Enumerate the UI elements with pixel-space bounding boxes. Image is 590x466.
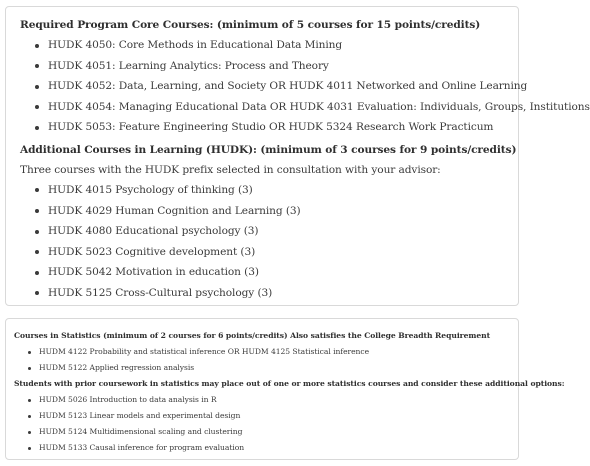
list-item: HUDM 5133 Causal inference for program evaluation [14,440,518,456]
bullet-icon [28,351,31,354]
bullet-icon [28,399,31,402]
statistics-heading: Courses in Statistics (minimum of 2 courses for 6 points/credits) Also satisfies the College Breadth Requirement [14,331,491,340]
bullet-icon [35,85,39,89]
list-item: HUDK 4051: Learning Analytics: Process and Theory [20,56,518,77]
statistics-courses-card [5,318,565,460]
bullet-icon [35,64,39,68]
list-item: HUDK 4050: Core Methods in Educational Data Mining [20,35,518,56]
core-courses-heading: Required Program Core Courses: (minimum of 5 courses for 15 points/credits) [20,19,481,31]
list-item: HUDM 5122 Applied regression analysis [14,360,518,376]
statistics-courses-list [14,344,518,376]
bullet-icon [35,105,39,109]
list-item: HUDM 4122 Probability and statistical inference OR HUDM 4125 Statistical inference [14,344,518,360]
bullet-icon [35,291,39,295]
bullet-icon [28,447,31,450]
bullet-icon [35,271,39,275]
list-item: HUDM 5026 Introduction to data analysis in R [14,392,518,408]
core-courses-list [20,35,590,138]
list-item: HUDK 5053: Feature Engineering Studio OR HUDK 5324 Research Work Practicum [20,117,518,138]
bullet-icon [35,250,39,254]
additional-courses-list [20,180,518,304]
list-item: HUDK 4015 Psychology of thinking (3) [20,180,518,201]
additional-courses-heading: Additional Courses in Learning (HUDK): (minimum of 3 courses for 9 points/credits) [20,143,517,156]
bullet-icon [35,188,39,192]
statistics-options-list [14,392,518,456]
list-item: HUDK 5023 Cognitive development (3) [20,242,518,263]
bullet-icon [28,431,31,434]
list-item: HUDK 4052: Data, Learning, and Society OR HUDK 4011 Networked and Online Learning [20,76,518,97]
list-item: HUDK 5042 Motivation in education (3) [20,262,518,283]
list-item: HUDM 5123 Linear models and experimental design [14,408,518,424]
bullet-icon [28,415,31,418]
list-item: HUDK 4054: Managing Educational Data OR HUDK 4031 Evaluation: Individuals, Groups, Institutions [20,97,518,118]
bullet-icon [35,126,39,130]
list-item: HUDK 5125 Cross-Cultural psychology (3) [20,283,518,304]
bullet-icon [28,367,31,370]
list-item: HUDM 5124 Multidimensional scaling and clustering [14,424,518,440]
list-item: HUDK 4080 Educational psychology (3) [20,221,518,242]
statistics-options-heading: Students with prior coursework in statistics may place out of one or more statistics courses and consider these additional options: [14,379,565,388]
bullet-icon [35,230,39,234]
core-courses-card [5,6,590,306]
additional-courses-description: Three courses with the HUDK prefix selected in consultation with your advisor: [20,163,441,176]
list-item: HUDK 4029 Human Cognition and Learning (3) [20,201,518,222]
bullet-icon [35,44,39,48]
bullet-icon [35,209,39,213]
